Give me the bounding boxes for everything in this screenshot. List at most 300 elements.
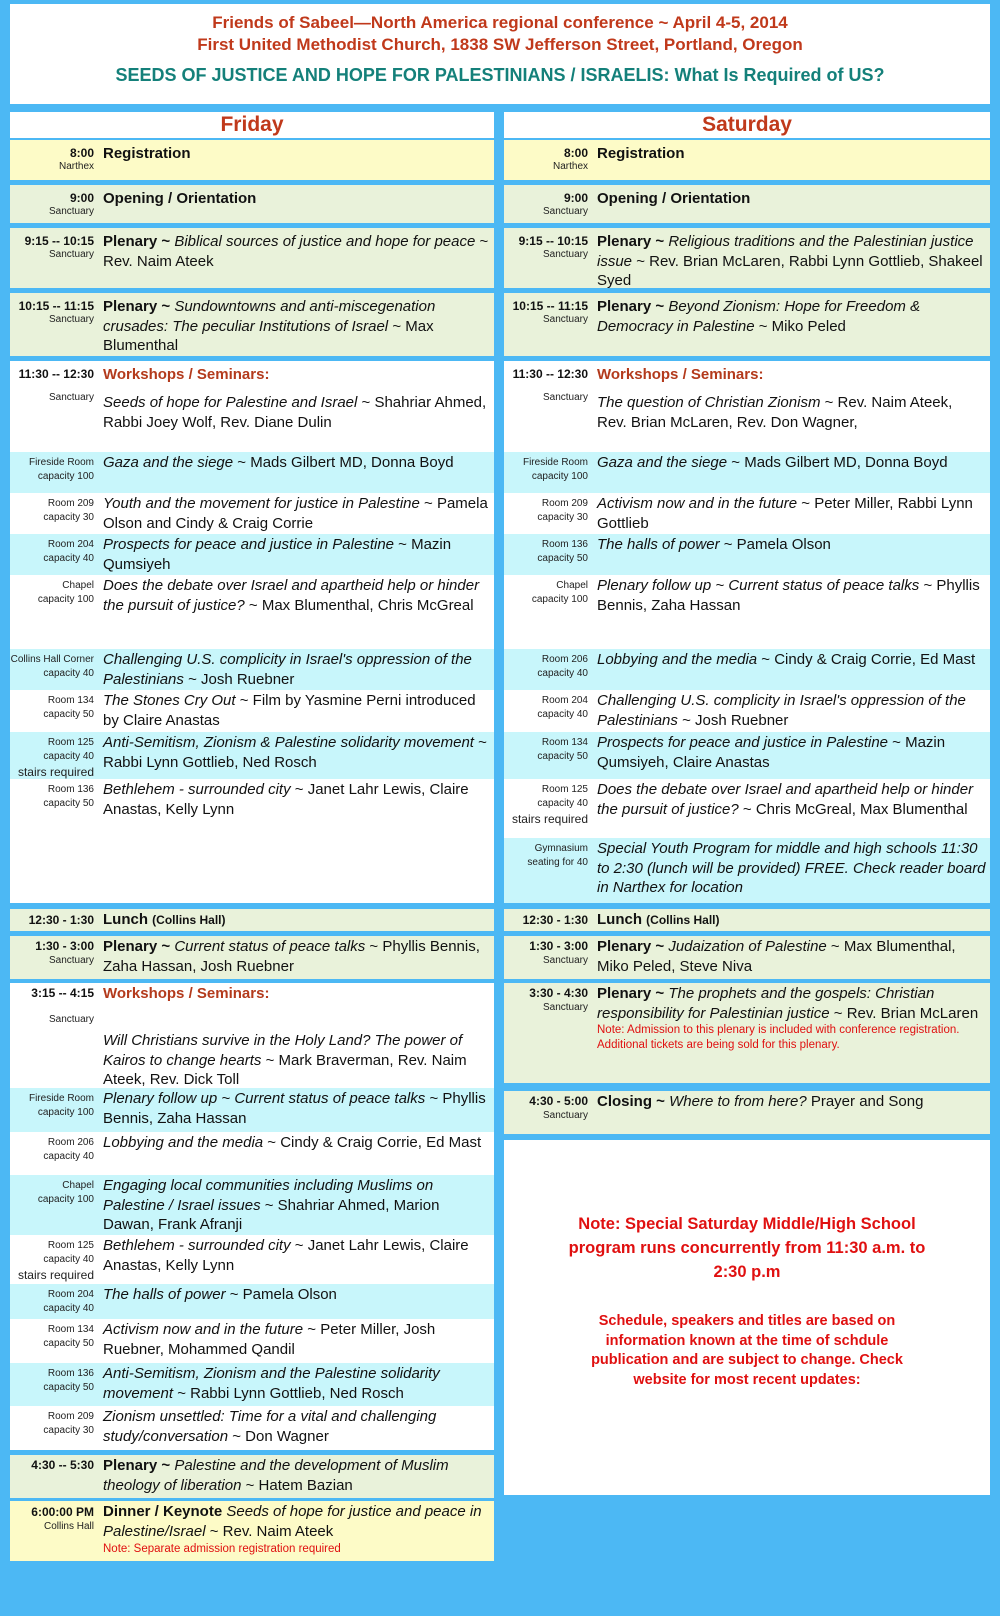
workshop-speakers: ~ Mazin Qumsiyeh	[103, 536, 452, 573]
session-topic: Religious traditions and the Palestinian justice issue	[597, 233, 974, 270]
session-speakers: ~ Rev. Brian McLaren, Rabbi Lynn Gottlieb, Shakeel Syed	[597, 252, 983, 289]
room-info	[10, 1239, 94, 1283]
room-info	[10, 538, 94, 566]
sat-lunch	[504, 909, 990, 931]
sat-ws1-item	[504, 534, 990, 575]
session-location: (Collins Hall)	[152, 913, 226, 927]
room-name: Room 209	[541, 498, 588, 509]
session-speakers: ~ Rev. Brian McLaren	[833, 1004, 979, 1022]
workshop-topic: Gaza and the siege	[597, 454, 728, 471]
location: Sanctuary	[542, 955, 588, 966]
room-info	[10, 1323, 94, 1351]
room-access-note: stairs required	[511, 812, 588, 826]
workshop-speakers: ~ Chris McGreal, Max Blumenthal	[742, 800, 968, 818]
session-speakers: Prayer and Song	[810, 1093, 924, 1110]
location: Sanctuary	[542, 1002, 588, 1013]
fri-ws2-item	[10, 1284, 494, 1319]
session-label: Plenary ~	[597, 985, 665, 1002]
room-name: Chapel	[556, 580, 588, 591]
session-text	[103, 232, 490, 271]
workshop-text	[597, 393, 986, 432]
workshop-speakers: ~ Peter Miller, Josh Ruebner, Mohammed Qandil	[103, 1321, 436, 1358]
room-name: Room 204	[47, 539, 94, 550]
workshop-text	[103, 494, 490, 533]
room-name: Room 136	[47, 1368, 94, 1379]
workshop-text	[597, 733, 986, 772]
workshop-text	[103, 1364, 490, 1403]
workshop-speakers: ~ Phyllis Bennis, Zaha Hassan	[103, 1090, 486, 1127]
room-name: Chapel	[62, 580, 94, 591]
room-capacity: capacity 40	[43, 751, 94, 762]
conference-theme: SEEDS OF JUSTICE AND HOPE FOR PALESTINIANS / ISRAELIS: What Is Required of US?	[115, 65, 885, 85]
conference-title: Friends of Sabeel—North America regional conference ~ April 4-5, 2014	[212, 13, 788, 32]
room-info	[504, 783, 588, 827]
room-name: Sanctuary	[542, 392, 588, 403]
time: 9:15 -- 10:15	[518, 234, 588, 248]
room-info	[504, 497, 588, 525]
workshop-speakers: ~ Mads Gilbert MD, Donna Boyd	[731, 454, 948, 471]
workshop-text	[103, 1407, 490, 1446]
room-capacity: capacity 40	[43, 1303, 94, 1314]
session-title: Lunch	[103, 911, 148, 928]
workshop-text	[103, 1133, 490, 1153]
room-name: Gymnasium	[534, 843, 588, 854]
workshop-text	[103, 1176, 490, 1235]
time: 11:30 -- 12:30	[18, 367, 94, 381]
location: Sanctuary	[48, 206, 94, 217]
sat-registration	[504, 140, 990, 180]
session-title: Registration	[103, 145, 191, 162]
session-speakers: ~ Max Blumenthal	[103, 317, 434, 354]
workshops-label: Workshops / Seminars:	[597, 366, 764, 383]
workshop-topic: Youth and the movement for justice in Palestine	[103, 495, 420, 512]
room-info	[504, 579, 588, 607]
room-name: Room 206	[541, 654, 588, 665]
session-topic: Current status of peace talks	[174, 938, 366, 955]
room-info	[504, 694, 588, 722]
workshop-text	[597, 453, 986, 473]
session-label: Plenary ~	[103, 938, 171, 955]
friday-heading: Friday	[10, 112, 494, 138]
session-text	[597, 910, 986, 931]
room-capacity: capacity 50	[43, 1382, 94, 1393]
session-text	[103, 1456, 490, 1495]
time: 6:00:00 PM	[31, 1505, 94, 1519]
room-name: Room 204	[47, 1289, 94, 1300]
room-name: Room 125	[47, 1240, 94, 1251]
location: Narthex	[58, 161, 94, 172]
session-label: Plenary ~	[597, 298, 665, 315]
room-capacity: capacity 40	[43, 1151, 94, 1162]
session-topic: Palestine and the development of Muslim theology of liberation	[103, 1457, 449, 1494]
room-info	[10, 497, 94, 525]
workshops-label: Workshops / Seminars:	[103, 985, 270, 1002]
workshop-topic: Does the debate over Israel and apartheid help or hinder the pursuit of justice?	[597, 781, 974, 818]
room-info	[10, 579, 94, 607]
time: 9:00	[69, 191, 94, 205]
room-capacity: capacity 50	[537, 751, 588, 762]
sat-ws1-item	[504, 838, 990, 903]
workshop-topic: Does the debate over Israel and apartheid help or hinder the pursuit of justice?	[103, 577, 480, 614]
workshop-speakers: ~ Josh Ruebner	[682, 711, 789, 729]
room-name: Room 125	[541, 784, 588, 795]
workshop-text	[597, 535, 986, 555]
time: 12:30 - 1:30	[522, 913, 588, 927]
room-capacity: capacity 30	[43, 1425, 94, 1436]
room-name: Room 209	[47, 1411, 94, 1422]
room-info	[504, 391, 588, 405]
saturday-notes	[504, 1140, 990, 1495]
time: 3:15 -- 4:15	[31, 986, 94, 1000]
workshop-topic: Gaza and the siege	[103, 454, 234, 471]
room-capacity: capacity 30	[43, 512, 94, 523]
workshop-speakers: ~ Mazin Qumsiyeh, Claire Anastas	[597, 734, 946, 771]
room-info	[10, 1367, 94, 1395]
room-info	[504, 736, 588, 764]
workshop-text	[103, 393, 490, 432]
workshop-topic: Anti-Semitism, Zionism & Palestine solidarity movement	[103, 734, 474, 751]
workshop-text	[597, 691, 986, 730]
fri-ws2-item	[10, 1363, 494, 1406]
session-topic: Biblical sources of justice and hope for peace	[174, 233, 476, 250]
room-name: Chapel	[62, 1180, 94, 1191]
workshop-topic: Bethlehem - surrounded city	[103, 1237, 291, 1254]
session-label: Plenary ~	[597, 938, 665, 955]
room-capacity: capacity 100	[37, 1107, 94, 1118]
sat-ws1-item	[504, 690, 990, 732]
friday-column	[10, 112, 494, 1616]
time: 4:30 - 5:00	[529, 1094, 588, 1108]
workshop-text	[103, 576, 490, 615]
room-capacity: capacity 100	[37, 471, 94, 482]
workshop-topic: Plenary follow up ~ Current status of peace talks	[103, 1090, 426, 1107]
fri-ws2-item	[10, 1011, 494, 1087]
session-text	[103, 297, 490, 356]
session-speakers: ~ Hatem Bazian	[245, 1476, 353, 1494]
time: 8:00	[69, 146, 94, 160]
workshop-speakers: ~ Max Blumenthal, Chris McGreal	[248, 596, 474, 614]
workshop-speakers: ~ Janet Lahr Lewis, Claire Anastas, Kelly Lynn	[103, 781, 469, 818]
room-info	[10, 1013, 94, 1027]
sat-plenary-4	[504, 983, 990, 1083]
workshop-topic: The halls of power	[103, 1286, 226, 1303]
sat-plenary-2	[504, 293, 990, 356]
sat-ws1-item	[504, 575, 990, 649]
room-capacity: capacity 40	[537, 709, 588, 720]
location: Narthex	[552, 161, 588, 172]
session-topic: The prophets and the gospels: Christian responsibility for Palestinian justice	[597, 985, 935, 1022]
time: 3:30 - 4:30	[529, 986, 588, 1000]
session-speakers: ~ Rev. Naim Ateek	[103, 233, 489, 270]
room-info	[504, 842, 588, 870]
workshop-text	[103, 691, 490, 730]
room-capacity: capacity 50	[537, 553, 588, 564]
fri-opening	[10, 185, 494, 223]
session-label: Dinner / Keynote	[103, 1503, 223, 1520]
fri-plenary-3	[10, 936, 494, 979]
workshop-speakers: ~ Mads Gilbert MD, Donna Boyd	[237, 454, 454, 471]
room-capacity: capacity 30	[537, 512, 588, 523]
sat-closing	[504, 1091, 990, 1134]
fri-lunch	[10, 909, 494, 931]
room-info	[10, 1179, 94, 1207]
workshop-speakers: ~ Shahriar Ahmed, Marion Dawan, Frank Afranji	[103, 1196, 440, 1233]
session-topic: Seeds of hope for justice and peace in Palestine/Israel	[103, 1503, 482, 1540]
fri-plenary-4	[10, 1455, 494, 1498]
workshop-text	[103, 1320, 490, 1359]
session-speakers: ~ Miko Peled	[758, 317, 846, 335]
workshop-text	[597, 839, 986, 898]
fri-ws2-item	[10, 1319, 494, 1363]
workshop-text	[103, 535, 490, 574]
workshop-topic: Prospects for peace and justice in Palestine	[597, 734, 888, 751]
room-capacity: capacity 40	[537, 798, 588, 809]
room-name: Room 206	[47, 1137, 94, 1148]
session-title: Opening / Orientation	[103, 190, 257, 207]
workshop-speakers: ~ Rabbi Lynn Gottlieb, Ned Rosch	[177, 1384, 404, 1402]
room-name: Room 209	[47, 498, 94, 509]
room-capacity: seating for 40	[527, 857, 588, 868]
time: 10:15 -- 11:15	[18, 299, 94, 313]
room-capacity: capacity 100	[37, 594, 94, 605]
time: 9:00	[563, 191, 588, 205]
conference-venue: First United Methodist Church, 1838 SW Jefferson Street, Portland, Oregon	[197, 35, 803, 54]
room-info	[10, 1288, 94, 1316]
fri-dinner	[10, 1501, 494, 1561]
room-capacity: capacity 40	[43, 553, 94, 564]
session-label: Plenary ~	[103, 1457, 171, 1474]
workshop-text	[597, 650, 986, 670]
time: 1:30 - 3:00	[35, 939, 94, 953]
fri-ws1-item	[10, 732, 494, 779]
room-name: Room 136	[541, 539, 588, 550]
session-speakers: ~ Rev. Naim Ateek	[209, 1522, 334, 1540]
location: Sanctuary	[542, 1110, 588, 1121]
fri-ws2-item	[10, 1132, 494, 1175]
workshop-topic: The Stones Cry Out	[103, 692, 236, 709]
fri-ws1-item	[10, 493, 494, 534]
room-name: Room 134	[541, 737, 588, 748]
workshop-text	[103, 1236, 490, 1275]
room-name: Fireside Room	[28, 1093, 94, 1104]
room-name: Fireside Room	[28, 457, 94, 468]
workshop-speakers: ~ Film by Yasmine Perni introduced by Claire Anastas	[103, 692, 476, 729]
room-name: Room 134	[47, 695, 94, 706]
workshop-text	[103, 453, 490, 473]
session-topic: Sundowntowns and anti-miscegenation crusades: The peculiar Institutions of Israel	[103, 298, 436, 335]
fri-ws1-item	[10, 690, 494, 732]
workshop-topic: Challenging U.S. complicity in Israel's oppression of the Palestinians	[597, 692, 966, 729]
fri-ws2-item	[10, 1175, 494, 1235]
location: Sanctuary	[542, 314, 588, 325]
workshop-speakers: ~ Shahriar Ahmed, Rabbi Joey Wolf, Rev. Diane Dulin	[103, 394, 487, 431]
sat-ws1-item	[504, 779, 990, 838]
workshop-text	[103, 733, 490, 772]
workshop-topic: Anti-Semitism, Zionism and the Palestine solidarity movement	[103, 1365, 440, 1402]
room-capacity: capacity 50	[43, 798, 94, 809]
workshop-speakers: ~ Mark Braverman, Rev. Naim Ateek, Rev. Dick Toll	[103, 1051, 467, 1088]
workshop-topic: Seeds of hope for Palestine and Israel	[103, 394, 358, 411]
workshop-speakers: ~ Pamela Olson and Cindy & Craig Corrie	[103, 495, 488, 532]
fri-ws1-item	[10, 534, 494, 575]
session-speakers: ~ Phyllis Bennis, Zaha Hassan, Josh Ruebner	[103, 938, 480, 975]
school-program-note: Note: Special Saturday Middle/High School program runs concurrently from 11:30 a.m. to 2:30 p.m	[568, 1215, 926, 1281]
room-capacity: capacity 100	[37, 1194, 94, 1205]
room-capacity: capacity 100	[531, 594, 588, 605]
session-label: Plenary ~	[597, 233, 665, 250]
sat-plenary-1	[504, 228, 990, 288]
session-label: Plenary ~	[103, 233, 171, 250]
location: Sanctuary	[48, 249, 94, 260]
workshop-topic: Lobbying and the media	[103, 1134, 264, 1151]
workshop-topic: Special Youth Program for middle and high schools 11:30 to 2:30 (lunch will be provided) FREE. Check reader board in Narthex for location	[597, 840, 986, 896]
fri-ws1-item	[10, 389, 494, 452]
workshop-topic: Plenary follow up ~ Current status of peace talks	[597, 577, 920, 594]
session-topic: Beyond Zionism: Hope for Freedom & Democracy in Palestine	[597, 298, 921, 335]
workshop-text	[597, 780, 986, 819]
time: 12:30 - 1:30	[28, 913, 94, 927]
fri-ws2-item	[10, 1235, 494, 1284]
room-capacity: capacity 50	[43, 1338, 94, 1349]
fri-plenary-1	[10, 228, 494, 288]
room-name: Room 125	[47, 737, 94, 748]
room-name: Room 204	[541, 695, 588, 706]
time: 10:15 -- 11:15	[512, 299, 588, 313]
workshop-speakers: ~ Peter Miller, Rabbi Lynn Gottlieb	[597, 495, 973, 532]
sat-opening	[504, 185, 990, 223]
room-name: Sanctuary	[48, 1014, 94, 1025]
workshop-text	[597, 576, 986, 615]
session-text	[597, 937, 986, 976]
workshop-topic: Lobbying and the media	[597, 651, 758, 668]
room-info	[10, 694, 94, 722]
session-text	[597, 1092, 986, 1112]
room-access-note: stairs required	[17, 1268, 94, 1282]
workshop-text	[103, 1285, 490, 1305]
location: Collins Hall	[43, 1521, 94, 1532]
room-name: Room 136	[47, 784, 94, 795]
time: 8:00	[563, 146, 588, 160]
workshop-text	[103, 1031, 490, 1090]
workshop-speakers: ~ Rabbi Lynn Gottlieb, Ned Rosch	[103, 734, 487, 771]
workshop-text	[103, 780, 490, 819]
sat-ws1-item	[504, 649, 990, 690]
sat-ws1-item	[504, 493, 990, 534]
workshop-speakers: ~ Don Wagner	[232, 1427, 329, 1445]
workshop-topic: Bethlehem - surrounded city	[103, 781, 291, 798]
workshop-speakers: ~ Cindy & Craig Corrie, Ed Mast	[267, 1134, 482, 1151]
room-info	[10, 1410, 94, 1438]
workshop-topic: Engaging local communities including Muslims on Palestine / Israel issues	[103, 1177, 434, 1214]
location: Sanctuary	[542, 206, 588, 217]
time: 11:30 -- 12:30	[512, 367, 588, 381]
session-label: Plenary ~	[103, 298, 171, 315]
workshop-topic: Activism now and in the future	[103, 1321, 304, 1338]
session-location: (Collins Hall)	[646, 913, 720, 927]
workshop-speakers: ~ Pamela Olson	[229, 1286, 337, 1303]
session-text	[103, 937, 490, 976]
room-info	[10, 391, 94, 405]
time: 4:30 -- 5:30	[31, 1458, 94, 1472]
room-info	[504, 538, 588, 566]
fri-plenary-2	[10, 293, 494, 356]
workshop-text	[103, 1089, 490, 1128]
room-name: Room 134	[47, 1324, 94, 1335]
workshop-topic: The halls of power	[597, 536, 720, 553]
session-text	[597, 984, 986, 1053]
fri-ws1-item	[10, 649, 494, 690]
room-capacity: capacity 100	[531, 471, 588, 482]
workshop-topic: Prospects for peace and justice in Palestine	[103, 536, 394, 553]
session-text	[103, 910, 490, 931]
workshop-topic: Zionism unsettled: Time for a vital and challenging study/conversation	[103, 1408, 437, 1445]
workshop-text	[597, 494, 986, 533]
location: Sanctuary	[48, 314, 94, 325]
workshop-topic: Activism now and in the future	[597, 495, 798, 512]
fri-ws2-item	[10, 1088, 494, 1132]
workshop-speakers: ~ Josh Ruebner	[188, 670, 295, 688]
room-info	[10, 1092, 94, 1120]
saturday-heading: Saturday	[504, 112, 990, 138]
location: Sanctuary	[542, 249, 588, 260]
workshop-topic: The question of Christian Zionism	[597, 394, 821, 411]
room-access-note: stairs required	[17, 765, 94, 779]
session-text	[597, 297, 986, 336]
room-info	[10, 783, 94, 811]
room-name: Collins Hall Corner	[10, 654, 94, 665]
time: 9:15 -- 10:15	[24, 234, 94, 248]
room-capacity: capacity 40	[537, 668, 588, 679]
session-speakers: ~ Max Blumenthal, Miko Peled, Steve Niva	[597, 938, 956, 975]
room-info	[504, 456, 588, 484]
room-info	[10, 1136, 94, 1164]
fri-registration	[10, 140, 494, 180]
fri-ws1-item	[10, 779, 494, 903]
time: 1:30 - 3:00	[529, 939, 588, 953]
workshop-topic: Will Christians survive in the Holy Land? The power of Kairos to change hearts	[103, 1032, 463, 1069]
room-capacity: capacity 40	[43, 1254, 94, 1265]
fri-ws1-item	[10, 452, 494, 493]
workshop-speakers: ~ Janet Lahr Lewis, Claire Anastas, Kelly Lynn	[103, 1237, 469, 1274]
session-title: Lunch	[597, 911, 642, 928]
room-name: Sanctuary	[48, 392, 94, 403]
workshop-text	[103, 650, 490, 689]
workshop-speakers: ~ Cindy & Craig Corrie, Ed Mast	[761, 651, 976, 668]
sat-ws1-item	[504, 452, 990, 493]
sat-ws1-item	[504, 732, 990, 779]
session-topic: Judaization of Palestine	[668, 938, 827, 955]
workshop-topic: Challenging U.S. complicity in Israel's oppression of the Palestinians	[103, 651, 472, 688]
room-info	[10, 653, 94, 681]
session-title: Opening / Orientation	[597, 190, 751, 207]
session-text	[103, 1502, 490, 1557]
room-capacity: capacity 40	[43, 668, 94, 679]
session-text	[597, 232, 986, 291]
dinner-note: Note: Separate admission registration required	[103, 1543, 341, 1555]
room-info	[10, 736, 94, 780]
sat-plenary-3	[504, 936, 990, 979]
room-name: Fireside Room	[522, 457, 588, 468]
session-topic: Where to from here?	[669, 1093, 807, 1110]
room-info	[504, 653, 588, 681]
room-info	[10, 456, 94, 484]
plenary-note: Note: Admission to this plenary is included with conference registration. Additional tickets are being sold for this plenary.	[597, 1024, 960, 1051]
workshops-label: Workshops / Seminars:	[103, 366, 270, 383]
session-title: Registration	[597, 145, 685, 162]
fri-ws2-item	[10, 1406, 494, 1450]
workshop-speakers: ~ Phyllis Bennis, Zaha Hassan	[597, 577, 980, 614]
location: Sanctuary	[48, 955, 94, 966]
